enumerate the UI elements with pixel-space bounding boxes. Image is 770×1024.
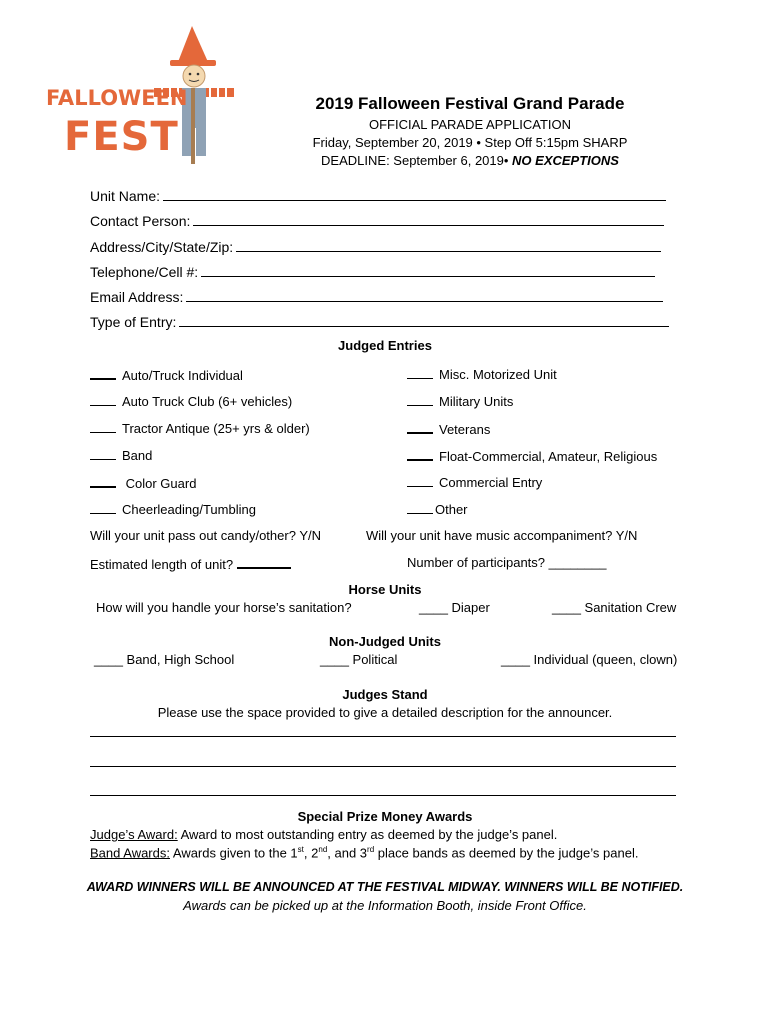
judged-option-cheerleading[interactable]: [90, 501, 256, 517]
blank-line[interactable]: [407, 366, 433, 379]
blank-line[interactable]: [90, 393, 116, 406]
field-unit-name[interactable]: [90, 186, 666, 204]
option-label: Color Guard: [122, 476, 197, 491]
field-email[interactable]: [90, 287, 663, 305]
judged-option-commercial[interactable]: [407, 474, 542, 490]
nonjudged-option-political[interactable]: ____ Political: [320, 652, 398, 667]
field-label: Unit Name:: [90, 188, 161, 204]
judged-option-other[interactable]: [407, 501, 468, 517]
judged-option-band[interactable]: [90, 447, 152, 463]
judged-option-military[interactable]: [407, 393, 513, 409]
judged-option-float[interactable]: [407, 447, 657, 464]
logo-word-fest: FEST: [64, 114, 179, 160]
length-blank[interactable]: [237, 555, 291, 569]
blank-line[interactable]: [90, 420, 116, 433]
date-line: Friday, September 20, 2019 • Step Off 5:15pm SHARP: [312, 135, 628, 150]
blank-line[interactable]: [407, 501, 433, 514]
option-label: Commercial Entry: [439, 475, 543, 490]
judges-award-line: [90, 827, 557, 842]
horse-units-heading: Horse Units: [348, 582, 422, 597]
option-label: Misc. Motorized Unit: [439, 367, 557, 382]
horse-sanitation-question: How will you handle your horse’s sanitation?: [96, 600, 352, 615]
blank-line[interactable]: [90, 366, 116, 380]
blank-line[interactable]: [407, 420, 433, 434]
blank-line[interactable]: [407, 447, 433, 461]
judged-entries-heading: Judged Entries: [338, 338, 432, 353]
deadline-emphasis: NO EXCEPTIONS: [512, 153, 619, 168]
blank-line[interactable]: [407, 474, 433, 487]
nonjudged-option-band[interactable]: ____ Band, High School: [94, 652, 235, 667]
blank-line[interactable]: [90, 501, 116, 514]
band-awards-label: Band Awards:: [90, 845, 170, 861]
award-pickup-note: Awards can be picked up at the Information Booth, inside Front Office.: [183, 898, 587, 913]
horse-option-diaper[interactable]: ____ Diaper: [419, 600, 490, 615]
field-type-of-entry[interactable]: [90, 312, 669, 330]
option-label: Float-Commercial, Amateur, Religious: [439, 449, 658, 464]
band-awards-text: Awards given to the 1: [169, 845, 298, 861]
description-line-2[interactable]: [90, 766, 676, 767]
horse-option-sanitation-crew[interactable]: ____ Sanitation Crew: [552, 600, 677, 615]
non-judged-heading: Non-Judged Units: [329, 634, 441, 649]
judged-option-auto-truck-club[interactable]: [90, 393, 292, 409]
field-label: Type of Entry:: [90, 314, 177, 330]
participants-question: Number of participants? ________: [407, 555, 607, 570]
music-question: Will your unit have music accompaniment? Y/N: [366, 528, 638, 543]
judged-option-misc-motorized[interactable]: [407, 366, 557, 382]
band-awards-text: place bands as deemed by the judge’s panel.: [374, 845, 639, 861]
field-line[interactable]: [193, 211, 664, 226]
option-label: Cheerleading/Tumbling: [122, 502, 256, 517]
option-label: Military Units: [439, 394, 514, 409]
form-title: 2019 Falloween Festival Grand Parade: [315, 94, 625, 113]
judged-option-color-guard[interactable]: [90, 474, 196, 491]
logo-word-falloween: FALLOWEEN: [46, 86, 188, 110]
nonjudged-option-individual[interactable]: ____ Individual (queen, clown): [501, 652, 678, 667]
field-line[interactable]: [186, 287, 663, 302]
length-label: Estimated length of unit?: [90, 557, 234, 572]
description-line-1[interactable]: [90, 736, 676, 737]
judges-award-text: Award to most outstanding entry as deemed by the judge’s panel.: [177, 827, 558, 842]
field-line[interactable]: [179, 312, 669, 327]
falloween-fest-logo: [44, 22, 254, 167]
option-label: Other: [435, 502, 468, 517]
field-label: Telephone/Cell #:: [90, 264, 199, 280]
field-label: Contact Person:: [90, 213, 191, 229]
form-header: [290, 92, 650, 170]
field-contact-person[interactable]: [90, 211, 664, 229]
ordinal-suffix: st: [297, 845, 304, 854]
field-label: Address/City/State/Zip:: [90, 239, 234, 255]
judges-stand-heading: Judges Stand: [342, 687, 428, 702]
award-announcement: AWARD WINNERS WILL BE ANNOUNCED AT THE FESTIVAL MIDWAY. WINNERS WILL BE NOTIFIED.: [86, 880, 684, 894]
judged-option-auto-truck[interactable]: [90, 366, 243, 383]
ordinal-suffix: rd: [367, 845, 375, 854]
field-telephone[interactable]: [90, 262, 655, 280]
form-subtitle: OFFICIAL PARADE APPLICATION: [368, 117, 572, 132]
option-label: Auto/Truck Individual: [122, 368, 243, 383]
prize-heading: Special Prize Money Awards: [297, 809, 473, 824]
deadline-text: DEADLINE: September 6, 2019•: [321, 153, 513, 168]
band-awards-text: , and 3: [327, 845, 368, 861]
field-label: Email Address:: [90, 289, 184, 305]
length-question[interactable]: [90, 555, 291, 572]
deadline-line: [290, 152, 650, 170]
ordinal-suffix: nd: [318, 845, 328, 854]
option-label: Auto Truck Club (6+ vehicles): [122, 394, 293, 409]
band-awards-text: , 2: [303, 845, 319, 861]
candy-question: Will your unit pass out candy/other? Y/N: [90, 528, 321, 543]
judges-award-label: Judge’s Award:: [90, 827, 178, 842]
field-line[interactable]: [201, 262, 655, 277]
option-label: Band: [122, 448, 153, 463]
description-line-3[interactable]: [90, 795, 676, 796]
judged-option-veterans[interactable]: [407, 420, 490, 437]
field-line[interactable]: [236, 237, 661, 252]
field-line[interactable]: [163, 186, 666, 201]
blank-line[interactable]: [407, 393, 433, 406]
blank-line[interactable]: [90, 447, 116, 460]
band-awards-line: [90, 845, 638, 860]
blank-line[interactable]: [90, 474, 116, 488]
judged-option-tractor-antique[interactable]: [90, 420, 310, 436]
option-label: Veterans: [439, 422, 491, 437]
judges-stand-instructions: Please use the space provided to give a detailed description for the announcer.: [157, 705, 613, 720]
option-label: Tractor Antique (25+ yrs & older): [122, 421, 310, 436]
field-address[interactable]: [90, 237, 661, 255]
